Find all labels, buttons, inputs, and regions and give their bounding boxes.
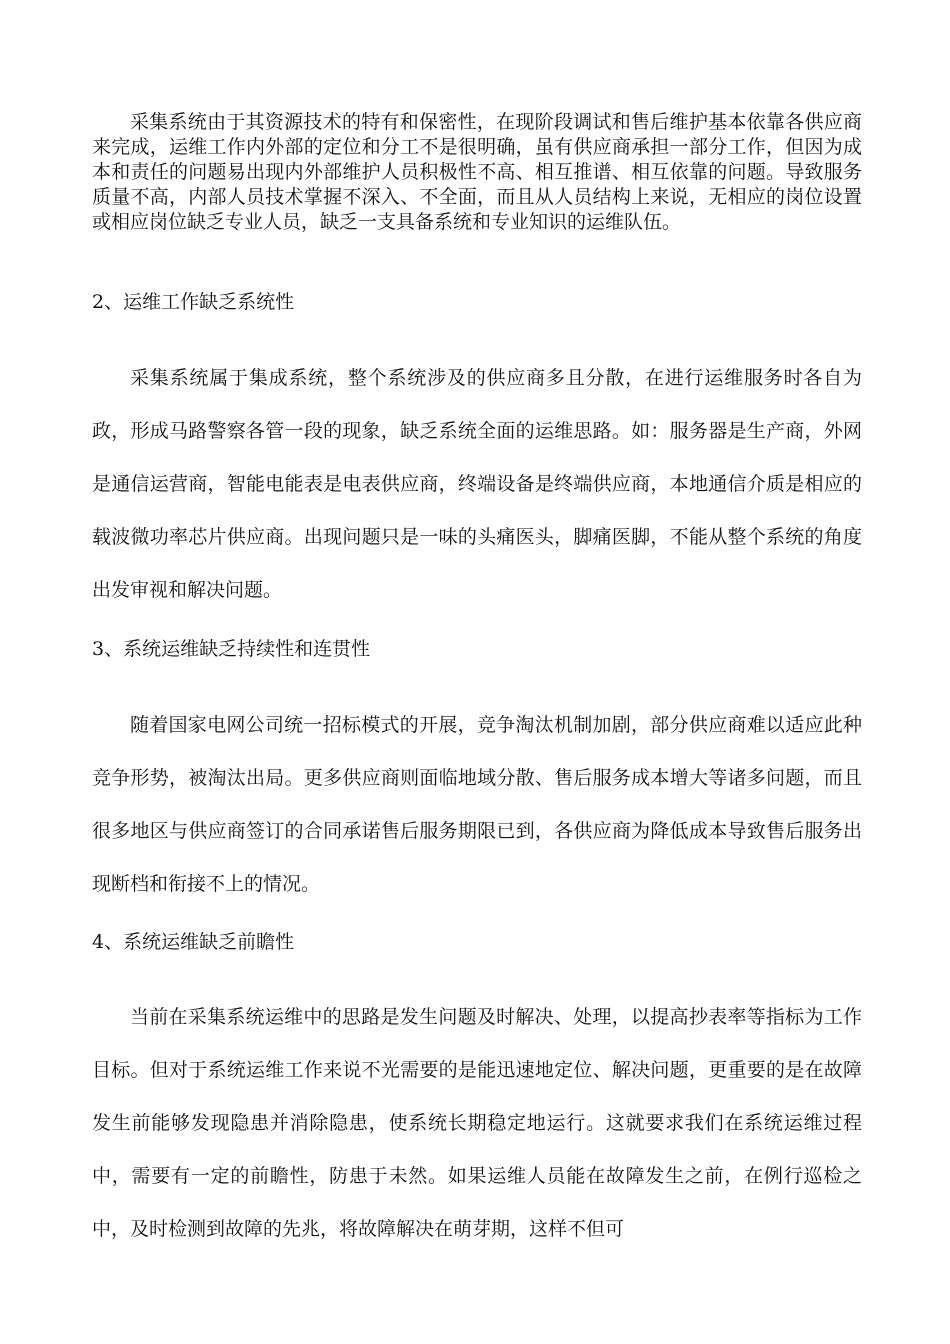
paragraph-systematic: 采集系统属于集成系统，整个系统涉及的供应商多且分散，在进行运维服务时各自为政，形成马路警察各管一段的现象，缺乏系统全面的运维思路。如：服务器是生产商，外网是通信运营商，智能电能表是电表供应商，终端设备是终端供应商，本地通信介质是相应的载波微功率芯片供应商。出现问题只是一味的头痛医头，脚痛医脚，不能从整个系统的角度出发审视和解决问题。 (92, 367, 862, 601)
section-heading-2: 2、运维工作缺乏系统性 (92, 291, 295, 313)
section-heading-4: 4、系统运维缺乏前瞻性 (92, 931, 295, 953)
section-heading-3: 3、系统运维缺乏持续性和连贯性 (92, 638, 371, 660)
paragraph-continuity: 随着国家电网公司统一招标模式的开展，竞争淘汰机制加剧，部分供应商难以适应此种竞争形势，被淘汰出局。更多供应商则面临地域分散、售后服务成本增大等诸多问题，而且很多地区与供应商签订的合同承诺售后服务期限已到，各供应商为降低成本导致售后服务出现断档和衔接不上的情况。 (92, 714, 862, 895)
paragraph-staffing: 采集系统由于其资源技术的特有和保密性，在现阶段调试和售后维护基本依靠各供应商来完成，运维工作内外部的定位和分工不是很明确，虽有供应商承担一部分工作，但因为成本和责任的问题易出现内外部维护人员积极性不高、相互推谱、相互依靠的问题。导致服务质量不高，内部人员技术掌握不深入、不全面，而且从人员结构上来说，无相应的岗位设置或相应岗位缺乏专业人员，缺乏一支具备系统和专业知识的运维队伍。 (92, 111, 862, 233)
paragraph-foresight: 当前在采集系统运维中的思路是发生问题及时解决、处理，以提高抄表率等指标为工作目标。但对于系统运维工作来说不光需要的是能迅速地定位、解决问题，更重要的是在故障发生前能够发现隐患并消除隐患，使系统长期稳定地运行。这就要求我们在系统运维过程中，需要有一定的前瞻性，防患于未然。如果运维人员能在故障发生之前，在例行巡检之中，及时检测到故障的先兆，将故障解决在萌芽期，这样不但可 (92, 1006, 862, 1240)
